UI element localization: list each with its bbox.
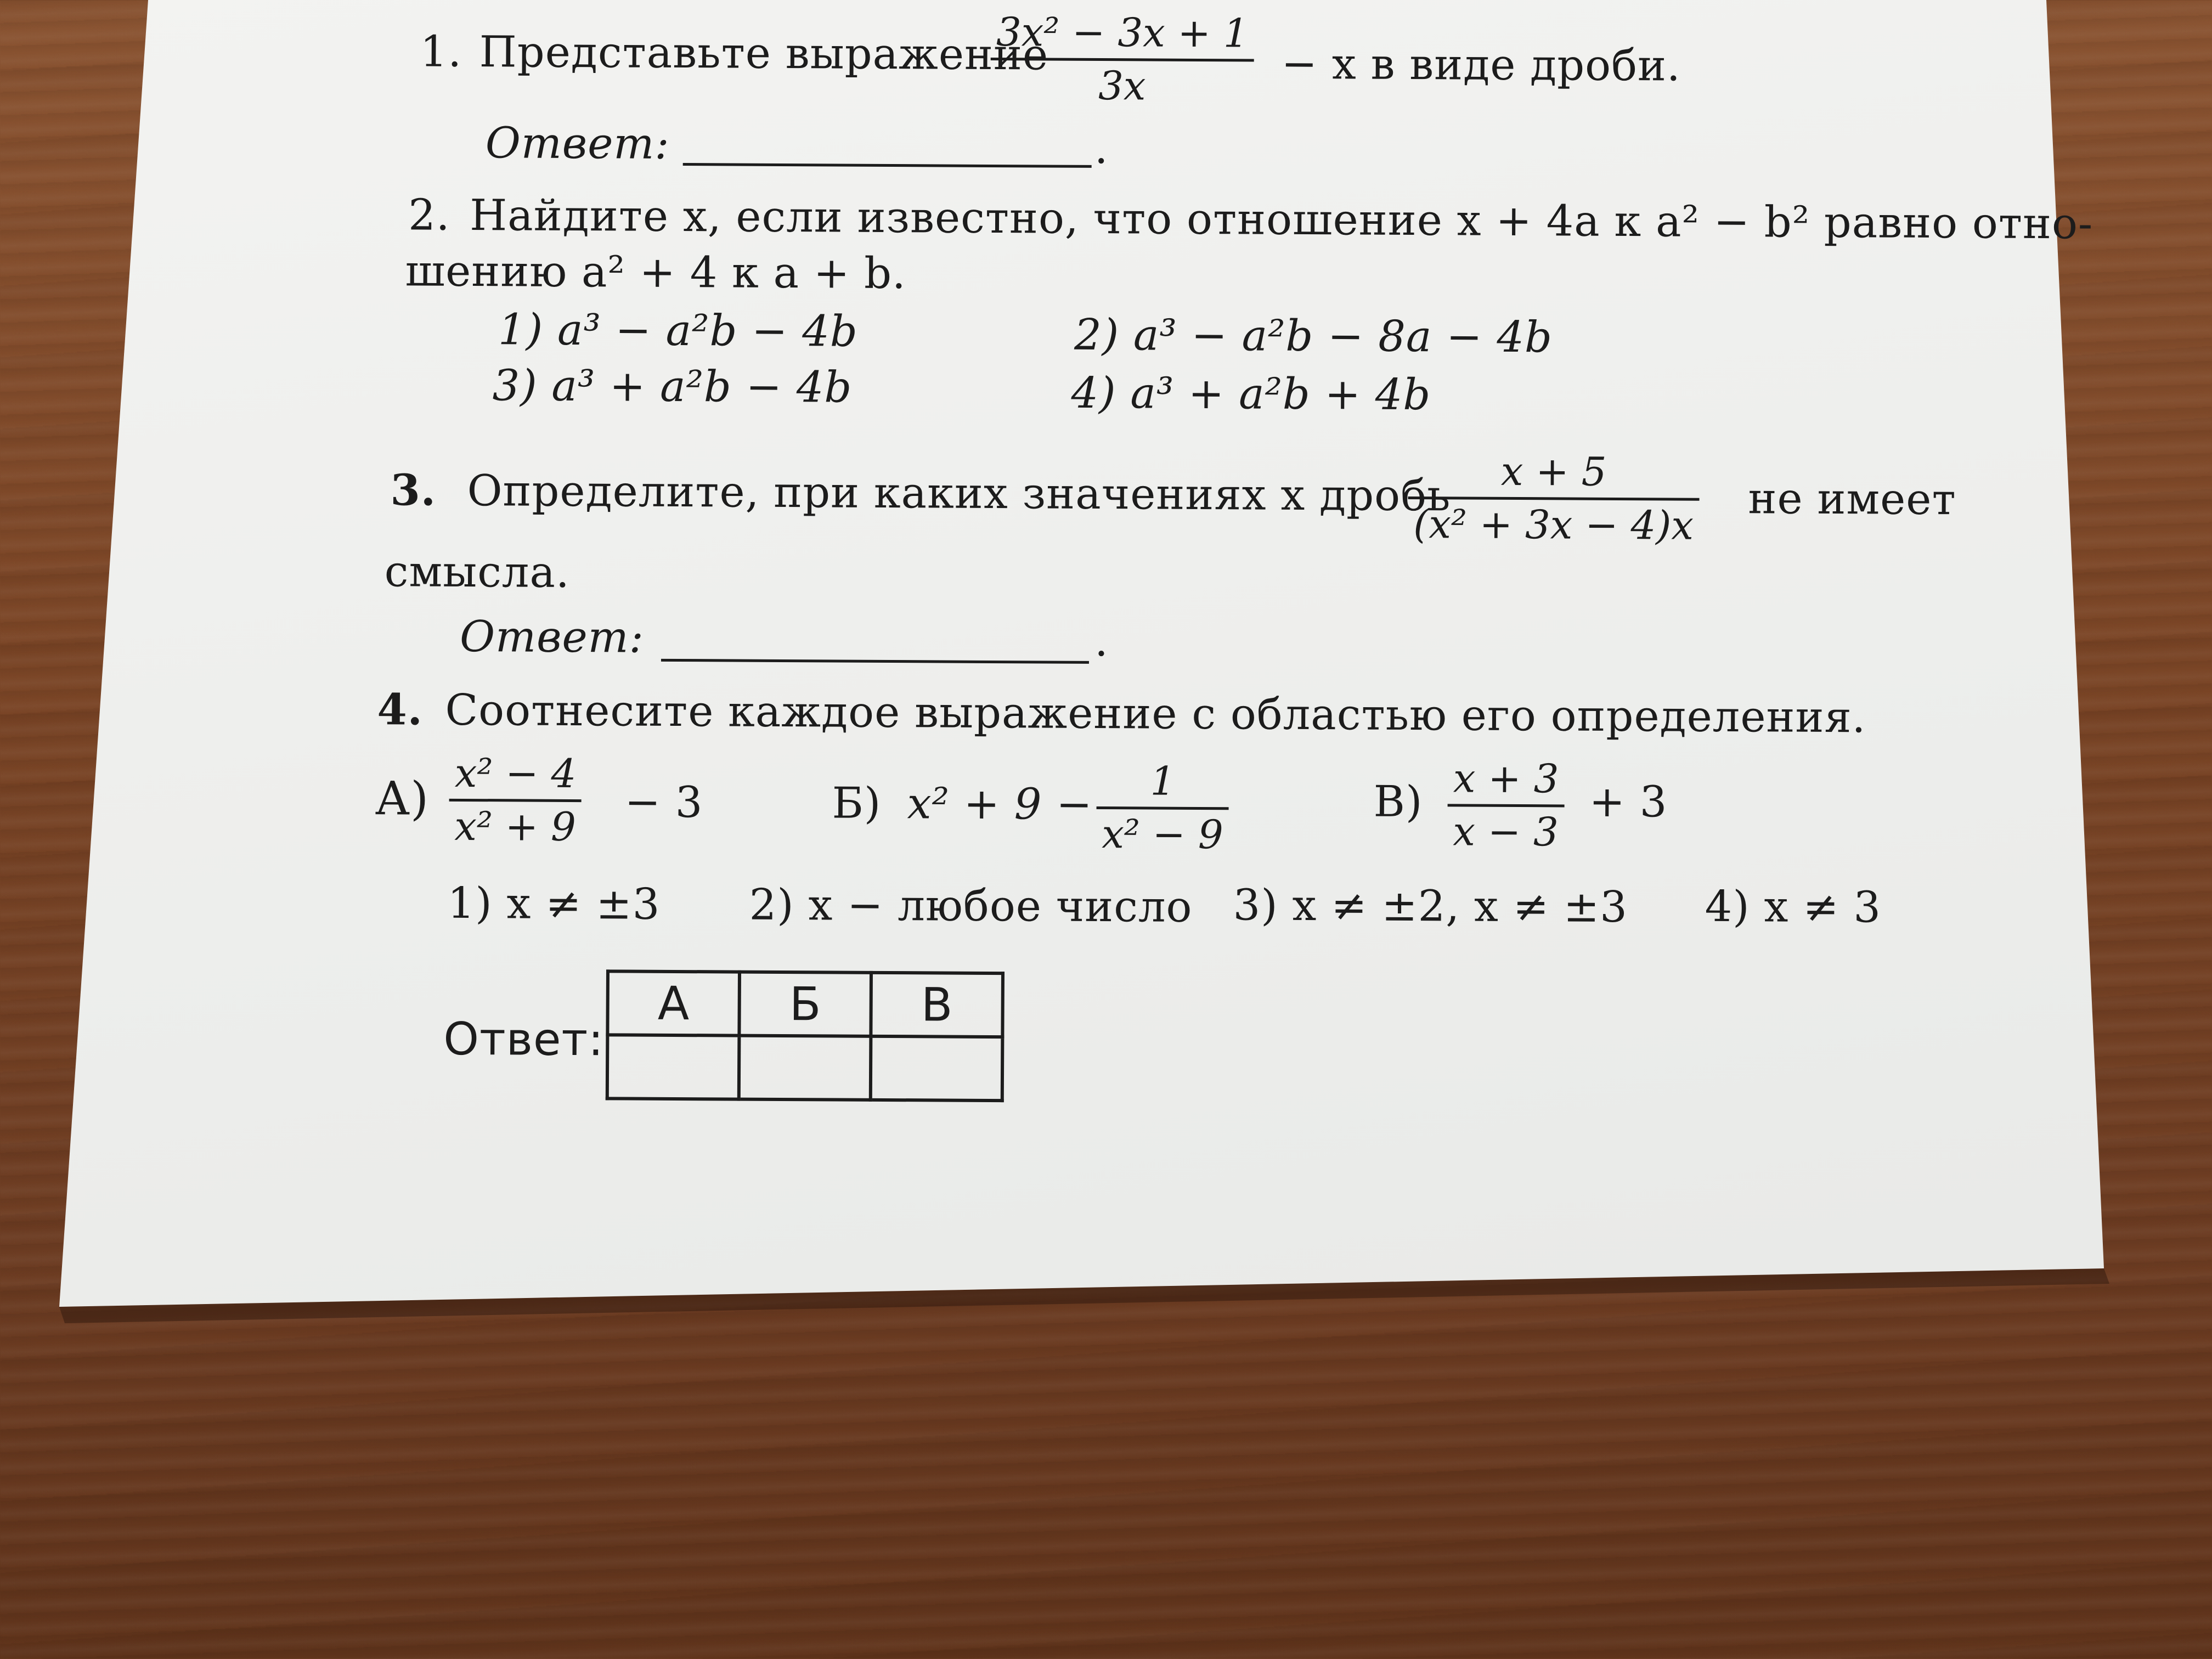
answer-cell-b[interactable] bbox=[739, 1036, 871, 1100]
q1-fraction-numerator: 3x² − 3x + 1 bbox=[996, 9, 1249, 57]
q1-answer-dot: . bbox=[1094, 123, 1109, 174]
q1-fraction bbox=[990, 9, 1254, 109]
q3-text: Определите, при каких значениях x дробь bbox=[467, 466, 1451, 521]
q2-option-1: 1) a³ − a²b − 4b bbox=[498, 305, 859, 357]
q4-number: 4. bbox=[377, 685, 424, 735]
q4-answer-label: Ответ: bbox=[443, 1013, 605, 1066]
q4-expr-a-bar bbox=[449, 798, 582, 802]
q4-expr-b-fraction bbox=[1096, 760, 1229, 855]
q4-expr-b-bar bbox=[1097, 806, 1229, 810]
q4-expr-b-label: Б) bbox=[832, 778, 882, 828]
q4-expr-b-numerator: 1 bbox=[1150, 758, 1176, 804]
answer-table-header-v: В bbox=[871, 973, 1003, 1037]
q3-fraction bbox=[1408, 448, 1700, 549]
q2-option-2: 2) a³ − a²b − 8a − 4b bbox=[1074, 310, 1553, 363]
q1-number: 1. bbox=[420, 27, 462, 77]
q4-answer-table bbox=[606, 969, 1005, 1102]
q4-option-2: 2) x − любое число bbox=[749, 880, 1193, 932]
q4-expr-v-label: В) bbox=[1373, 777, 1423, 827]
q3-tail: не имеет bbox=[1748, 474, 1956, 525]
q4-expr-a-label: А) bbox=[375, 771, 430, 826]
q3-fraction-numerator: x + 5 bbox=[1500, 448, 1607, 495]
q3-answer-dot: . bbox=[1094, 616, 1109, 667]
q2-option-4: 4) a³ + a²b + 4b bbox=[1071, 368, 1431, 420]
q4-expr-v-bar bbox=[1448, 804, 1565, 807]
q4-expr-v-tail: + 3 bbox=[1589, 777, 1668, 827]
q4-expr-a-fraction bbox=[449, 749, 582, 850]
q1-tail: − x в виде дроби. bbox=[1281, 39, 1681, 91]
q4-option-1: 1) x ≠ ±3 bbox=[447, 878, 661, 929]
q3-fraction-denominator: (x² + 3x − 4)x bbox=[1413, 500, 1694, 549]
q3-answer-blank[interactable] bbox=[661, 619, 1089, 664]
q4-expr-v-numerator: x + 3 bbox=[1453, 755, 1559, 802]
q3-line2: смысла. bbox=[384, 547, 571, 597]
q1-fraction-denominator: 3x bbox=[1098, 62, 1146, 109]
q4-option-3: 3) x ≠ ±2, x ≠ ±3 bbox=[1233, 881, 1628, 933]
q4-expr-a-numerator: x² − 4 bbox=[454, 749, 577, 797]
answer-table-header-row bbox=[607, 971, 1003, 1037]
q2-number: 2. bbox=[408, 190, 450, 240]
answer-cell-v[interactable] bbox=[871, 1036, 1003, 1101]
q4-expr-a-tail: − 3 bbox=[624, 777, 703, 828]
q2-line1: Найдите x, если известно, что отношение x + 4a к a² − b² равно отно- bbox=[469, 191, 2094, 249]
q1-fraction-bar bbox=[991, 58, 1254, 62]
q2-line2: шению a² + 4 к a + b. bbox=[405, 246, 907, 299]
answer-table-value-row bbox=[607, 1035, 1003, 1101]
q1-answer-label: Ответ: bbox=[485, 119, 670, 169]
q3-answer-label: Ответ: bbox=[459, 612, 645, 663]
answer-cell-a[interactable] bbox=[607, 1035, 740, 1099]
q1-answer-blank[interactable] bbox=[683, 125, 1092, 168]
answer-table-header-a: А bbox=[607, 971, 740, 1035]
q4-option-4: 4) x ≠ 3 bbox=[1705, 882, 1882, 933]
q4-expr-v-denominator: x − 3 bbox=[1453, 808, 1559, 855]
q4-expr-b-denominator: x² − 9 bbox=[1102, 810, 1223, 857]
q2-option-3: 3) a³ + a²b − 4b bbox=[492, 361, 853, 413]
q3-number: 3. bbox=[390, 465, 437, 516]
q4-expr-b-head: x² + 9 − bbox=[907, 779, 1093, 830]
q4-text: Соотнесите каждое выражение с областью его определения. bbox=[445, 685, 1866, 743]
q4-expr-v-fraction bbox=[1447, 755, 1564, 855]
q4-expr-a-denominator: x² + 9 bbox=[454, 803, 576, 850]
q1-text: Представьте выражение bbox=[479, 27, 1049, 80]
q3-fraction-bar bbox=[1408, 496, 1700, 501]
answer-table-header-b: Б bbox=[739, 972, 871, 1036]
